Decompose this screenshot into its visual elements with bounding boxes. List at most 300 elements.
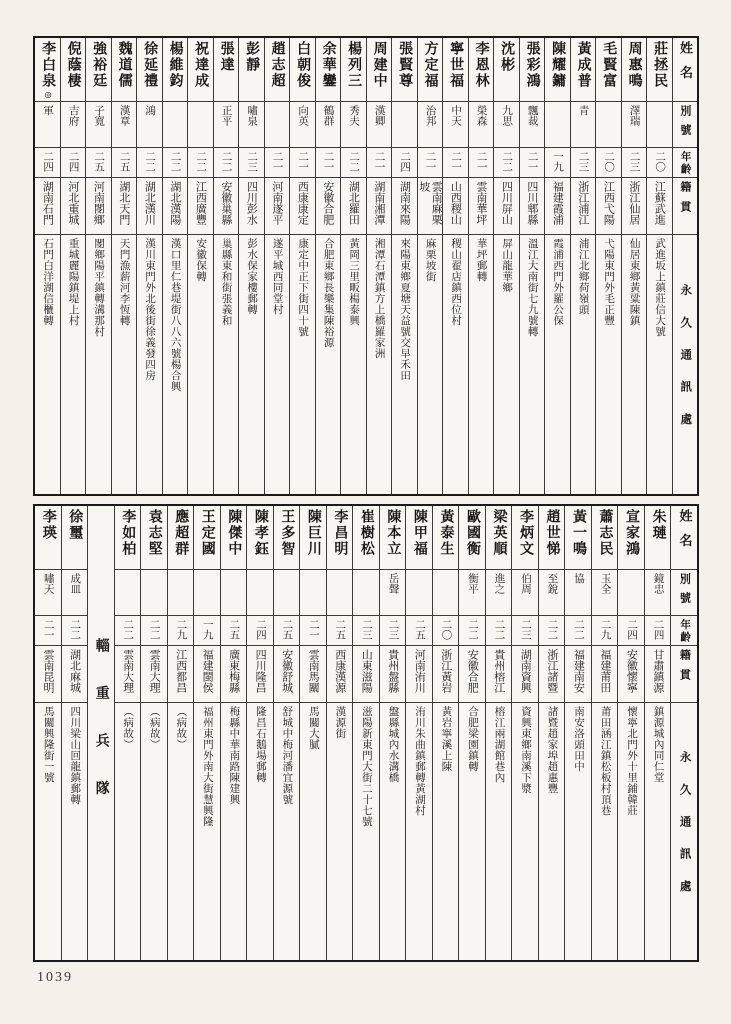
person-native: 雲南昆明 [35,646,61,703]
person-native: 四川彭水 [239,178,264,235]
person-address: 莆田涵江鎮松板村頂巷 [599,706,611,816]
person-address: （病故） [122,706,134,750]
person-address: 屏山龍華鄉 [501,238,513,293]
person-address: 來陽東鄉夏塘天益號交早禾田 [399,238,411,381]
person-native: 浙江諸暨 [539,646,565,703]
person-name: 張賢尊 [392,38,417,102]
person-alias: 衡平 [459,570,485,616]
person-name: 余華鑾 [316,38,341,102]
person-alias [221,570,247,616]
person-alias: 中天 [443,102,468,148]
person-age: 二一 [367,148,392,178]
person-address: 石門白洋湖信櫃轉 [42,238,54,326]
person-name: 徐璽 [62,506,88,570]
header-native-label: 籍貫 [673,178,698,235]
person-age: 二一 [443,148,468,178]
person-column [136,38,162,494]
person-name: 周惠鳴 [622,38,647,102]
person-name: 楊列三 [341,38,366,102]
person-native: 西康康定 [290,178,315,235]
person-alias [300,570,326,616]
section-column [87,506,114,960]
person-address: 合肥東鄉長樂集陳裕源 [322,238,334,348]
person-address: 榕江兩湖館巷內 [493,706,505,783]
person-name: 應超群 [168,506,194,570]
person-name: 宣家鴻 [618,506,644,570]
person-column [621,38,647,494]
person-alias: 成皿 [62,570,88,616]
person-name: 陳孝鈺 [247,506,273,570]
person-alias: 嘯泉 [239,102,264,148]
person-age: 二二 [137,148,162,178]
person-alias [392,102,417,148]
person-name: 黃一鳴 [565,506,591,570]
header-name-label: 姓名 [673,38,698,102]
person-native: 湖北羅田 [341,178,366,235]
person-name: 李白泉◎ [35,38,60,102]
person-column [644,506,671,960]
person-native: 雲南麻栗坡 [418,178,443,235]
person-column [220,506,247,960]
person-native: 福建霞浦 [545,178,570,235]
person-alias: 治邦 [418,102,443,148]
person-alias: 吉府 [61,102,86,148]
person-column [646,38,672,494]
person-native: 西康漢源 [327,646,353,703]
person-address: 盤縣城內水溝橋 [387,706,399,783]
person-address: 稷山翟店鎮西位村 [450,238,462,326]
person-column [538,506,565,960]
person-alias [194,570,220,616]
person-age: 二三 [380,616,406,646]
person-column [60,38,86,494]
person-native: 浙江黃岩 [433,646,459,703]
person-column [315,38,341,494]
person-alias: 正平 [214,102,239,148]
person-age: 二三 [571,148,596,178]
person-name: 陳巨川 [300,506,326,570]
person-column [289,38,315,494]
person-alias: 協 [565,570,591,616]
person-address: （病故） [175,706,187,750]
person-name: 魏道儒 [112,38,137,102]
person-age: 二二 [565,616,591,646]
person-native: 湖北天門 [112,178,137,235]
person-column [35,506,61,960]
person-column [167,506,194,960]
person-address: 黃岩寧溪上陳 [440,706,452,772]
person-name: 李如柏 [115,506,141,570]
person-column [595,38,621,494]
name-footnote-mark: ◎ [43,89,53,99]
person-name: 陳傑中 [221,506,247,570]
person-alias: 九思 [494,102,519,148]
person-column [213,38,239,494]
person-name: 寧世福 [443,38,468,102]
person-native: 江西廣豐 [188,178,213,235]
person-column [468,38,494,494]
person-alias: 向英 [290,102,315,148]
person-column [493,38,519,494]
person-alias: 澤瑞 [622,102,647,148]
person-column [246,506,273,960]
person-native: 山東滋陽 [353,646,379,703]
person-address: 溫江大南街七九號轉 [526,238,538,337]
person-alias: 至銳 [539,570,565,616]
person-name: 朱璉 [645,506,671,570]
header-address-label: 永久通訊處 [679,284,692,445]
person-name: 王多智 [274,506,300,570]
person-age: 二四 [618,616,644,646]
person-name: 王定國 [194,506,220,570]
person-age: 二〇 [596,148,621,178]
person-native: 江西都昌 [168,646,194,703]
person-address: 隆昌石鵝場郵轉 [254,706,266,783]
person-column [35,38,60,494]
person-column [432,506,459,960]
person-native: 湖北漢川 [137,178,162,235]
person-age: 二一 [469,148,494,178]
person-age: 二四 [645,616,671,646]
person-age: 二二 [115,616,141,646]
person-age: 一九 [545,148,570,178]
person-age: 二五 [327,616,353,646]
roster-table-upper [33,36,699,496]
person-name: 徐延禮 [137,38,162,102]
person-address: 馬關興隆街一號 [42,706,54,783]
person-name: 方定福 [418,38,443,102]
person-address: 武進坂上鎮莊信大號 [654,238,666,337]
person-age: 二一 [290,148,315,178]
person-age: 二〇 [433,616,459,646]
header-name-label: 姓名 [671,506,697,570]
person-age: 二五 [221,616,247,646]
person-native: 福建南安 [565,646,591,703]
person-alias: 子寬 [86,102,111,148]
person-name: 袁志堅 [141,506,167,570]
person-native: 湖南來陽 [392,178,417,235]
person-age: 二二 [341,148,366,178]
person-column [519,38,545,494]
person-name: 崔樹松 [353,506,379,570]
person-native: 安徽巢縣 [214,178,239,235]
person-native: 四川隆昌 [247,646,273,703]
person-alias [168,570,194,616]
person-alias [647,102,672,148]
person-age: 二五 [274,616,300,646]
person-native: 浙江浦江 [571,178,596,235]
person-alias: 青 [571,102,596,148]
person-native: 湖南湘潭 [367,178,392,235]
person-address: 資興東鄉南溪下漿 [520,706,532,794]
person-name: 梁英順 [486,506,512,570]
person-name: 陳甲福 [406,506,432,570]
person-alias: 鶴群 [316,102,341,148]
person-column [340,38,366,494]
person-native: 江蘇武進 [647,178,672,235]
person-alias [327,570,353,616]
person-native: 貴州榕江 [486,646,512,703]
person-alias [163,102,188,148]
person-name: 周建中 [367,38,392,102]
person-name: 李瑛 [35,506,61,570]
person-native: 湖南資興 [512,646,538,703]
person-age: 二二 [188,148,213,178]
person-age: 二二 [62,616,88,646]
person-name: 趙志超 [265,38,290,102]
person-name: 彭靜 [239,38,264,102]
person-alias: 岳聲 [380,570,406,616]
person-alias: 嘯天 [35,570,61,616]
person-age: 二二 [459,616,485,646]
person-age: 一九 [194,616,220,646]
person-column [417,38,443,494]
person-column [366,38,392,494]
person-address: 福州東門外南大街慧興隆 [201,706,213,827]
person-address: 馬關大膩 [307,706,319,750]
person-column [264,38,290,494]
person-name: 趙世悌 [539,506,565,570]
person-column [570,38,596,494]
person-native: 河南洧川 [406,646,432,703]
person-address: 漢口里仁巷堤街八八六號楊合興 [169,238,181,392]
person-native: 廣東梅縣 [221,646,247,703]
header-age-label: 年齡 [671,616,697,646]
person-alias [265,102,290,148]
person-native: 福建莆田 [592,646,618,703]
person-address: 黃岡三里畈楊泰興 [348,238,360,326]
person-age: 二二 [141,616,167,646]
header-address-label: 永久通訊處 [678,751,691,912]
person-address: 天門漁薪河李恆轉 [118,238,130,326]
person-native: 貴州盤縣 [380,646,406,703]
person-alias: 飄裁 [520,102,545,148]
person-alias [596,102,621,148]
person-column [193,506,220,960]
person-address: 麻栗坡街 [424,238,436,282]
person-native: 安徽舒城 [274,646,300,703]
header-column [672,38,698,494]
person-column [405,506,432,960]
header-column [670,506,697,960]
person-alias [545,102,570,148]
person-column [273,506,300,960]
person-column [299,506,326,960]
person-address: 漢源街 [334,706,346,739]
person-name: 蕭志民 [592,506,618,570]
page-number: 1039 [37,970,73,985]
person-name: 沈彬 [494,38,519,102]
person-age: 二一 [300,616,326,646]
person-native: 河南遂平 [265,178,290,235]
person-name: 黃成普 [571,38,596,102]
person-name: 陳本立 [380,506,406,570]
person-column [326,506,353,960]
header-age-label: 年齡 [673,148,698,178]
person-name: 張達 [214,38,239,102]
person-address: 湘潭石潭鎮方上橋羅家洲 [373,238,385,359]
person-name: 李昌明 [327,506,353,570]
person-address: 合肥梁園鎮轉 [466,706,478,772]
person-native: 雲南大理 [115,646,141,703]
person-native: 安徽合肥 [459,646,485,703]
person-name: 陳耀鏞 [545,38,570,102]
person-age: 二二 [214,148,239,178]
person-column [85,38,111,494]
person-address: 諸暨趙家埠趙惠豐 [546,706,558,794]
person-native: 山西稷山 [443,178,468,235]
person-address: 康定中正下街四十號 [297,238,309,337]
person-alias: 伯周 [512,570,538,616]
person-age: 二二 [486,616,512,646]
person-native: 河南閿鄉 [86,178,111,235]
person-age: 二一 [316,148,341,178]
person-alias [141,570,167,616]
person-address: 南安洛頭田中 [573,706,585,772]
person-alias: 秀夫 [341,102,366,148]
person-native: 江西弋陽 [596,178,621,235]
person-alias: 鏡忠 [645,570,671,616]
person-column [485,506,512,960]
person-age: 二二 [539,616,565,646]
person-alias [247,570,273,616]
person-alias: 漢卿 [367,102,392,148]
person-age: 二三 [622,148,647,178]
person-alias: 鴻 [137,102,162,148]
person-address: 重城麗陽鎮堤上村 [67,238,79,326]
person-column [187,38,213,494]
person-alias: 玉全 [592,570,618,616]
person-address: 安徽保轉 [195,238,207,282]
person-address: 懷寧北門外十里鋪韓莊 [626,706,638,816]
person-address: 巢縣東和街張義和 [220,238,232,326]
person-alias [406,570,432,616]
person-name: 歐國衡 [459,506,485,570]
person-native: 雲南馬關 [300,646,326,703]
person-alias [433,570,459,616]
person-age: 二四 [392,148,417,178]
person-column [591,506,618,960]
header-alias-label: 別號 [673,102,698,148]
person-address: 漢川東門外北後街徐義發四房 [144,238,156,381]
person-name: 楊維鈞 [163,38,188,102]
person-age: 二二 [494,148,519,178]
person-age: 二四 [35,148,60,178]
person-column [564,506,591,960]
person-native: 雲南華坪 [469,178,494,235]
person-column [238,38,264,494]
person-age: 二一 [520,148,545,178]
roster-table-lower [33,504,699,962]
person-column [458,506,485,960]
person-address: 舒城中梅河潘宜源號 [281,706,293,805]
person-column [140,506,167,960]
header-native-label: 籍貫 [671,646,697,703]
person-column [61,506,88,960]
person-native: 湖北麻城 [62,646,88,703]
person-age: 二二 [163,148,188,178]
person-age: 二五 [406,616,432,646]
person-name: 倪蔭棲 [61,38,86,102]
person-native: 四川屏山 [494,178,519,235]
person-native: 河北重城 [61,178,86,235]
person-name: 黃泰生 [433,506,459,570]
person-name: 白朝俊 [290,38,315,102]
person-column [111,38,137,494]
person-alias: 進之 [486,570,512,616]
person-column [544,38,570,494]
person-name: 李恩林 [469,38,494,102]
person-address: 遂平城西同堂村 [271,238,283,315]
person-age: 二五 [112,148,137,178]
person-native: 安徽懷寧 [618,646,644,703]
person-age: 二五 [86,148,111,178]
person-column [442,38,468,494]
person-age: 二一 [35,616,61,646]
person-address: 仙居東鄉黃粱陳鎮 [628,238,640,326]
person-name: 祝達成 [188,38,213,102]
person-column [511,506,538,960]
person-name: 強裕廷 [86,38,111,102]
person-alias [188,102,213,148]
person-alias [353,570,379,616]
person-age: 二九 [592,616,618,646]
person-age: 二一 [265,148,290,178]
person-address: 華坪郵轉 [475,238,487,282]
person-native: 甘肅鎮源 [645,646,671,703]
header-alias-label: 別號 [671,570,697,616]
person-column [391,38,417,494]
person-alias: 軍 [35,102,60,148]
person-age: 二四 [61,148,86,178]
person-name: 李炳文 [512,506,538,570]
person-alias [618,570,644,616]
person-address: 霞浦西門外羅公保 [552,238,564,326]
person-address: 彭水保家樓郵轉 [246,238,258,315]
person-alias [115,570,141,616]
person-name: 毛賢富 [596,38,621,102]
person-age: 二四 [247,616,273,646]
person-address: 滋陽新東門大街二十七號 [360,706,372,827]
person-alias [274,570,300,616]
person-address: 四川梁山回龍鎮郵轉 [69,706,81,805]
person-alias: 榮森 [469,102,494,148]
person-native: 四川郫縣 [520,178,545,235]
person-address: 浦江北鄉荷嶺頭 [577,238,589,315]
person-column [162,38,188,494]
section-title: 輜重兵隊 [93,637,109,829]
person-address: 洧川朱曲鎮郵轉黃湖村 [413,706,425,816]
person-address: 弋陽東門外毛正豐 [603,238,615,326]
person-native: 安徽合肥 [316,178,341,235]
person-age: 二三 [512,616,538,646]
person-native: 湖北漢陽 [163,178,188,235]
person-native: 湖南石門 [35,178,60,235]
person-native: 福建閩侯 [194,646,220,703]
person-address: （病故） [148,706,160,750]
person-address: 閿鄉陽平鎮轉溝那村 [93,238,105,337]
person-age: 二三 [353,616,379,646]
person-age: 二九 [168,616,194,646]
person-age: 二〇 [647,148,672,178]
person-column [379,506,406,960]
person-column [114,506,141,960]
person-age: 二三 [239,148,264,178]
person-column [617,506,644,960]
person-name: 莊拯民 [647,38,672,102]
person-native: 雲南大理 [141,646,167,703]
person-native: 浙江仙居 [622,178,647,235]
